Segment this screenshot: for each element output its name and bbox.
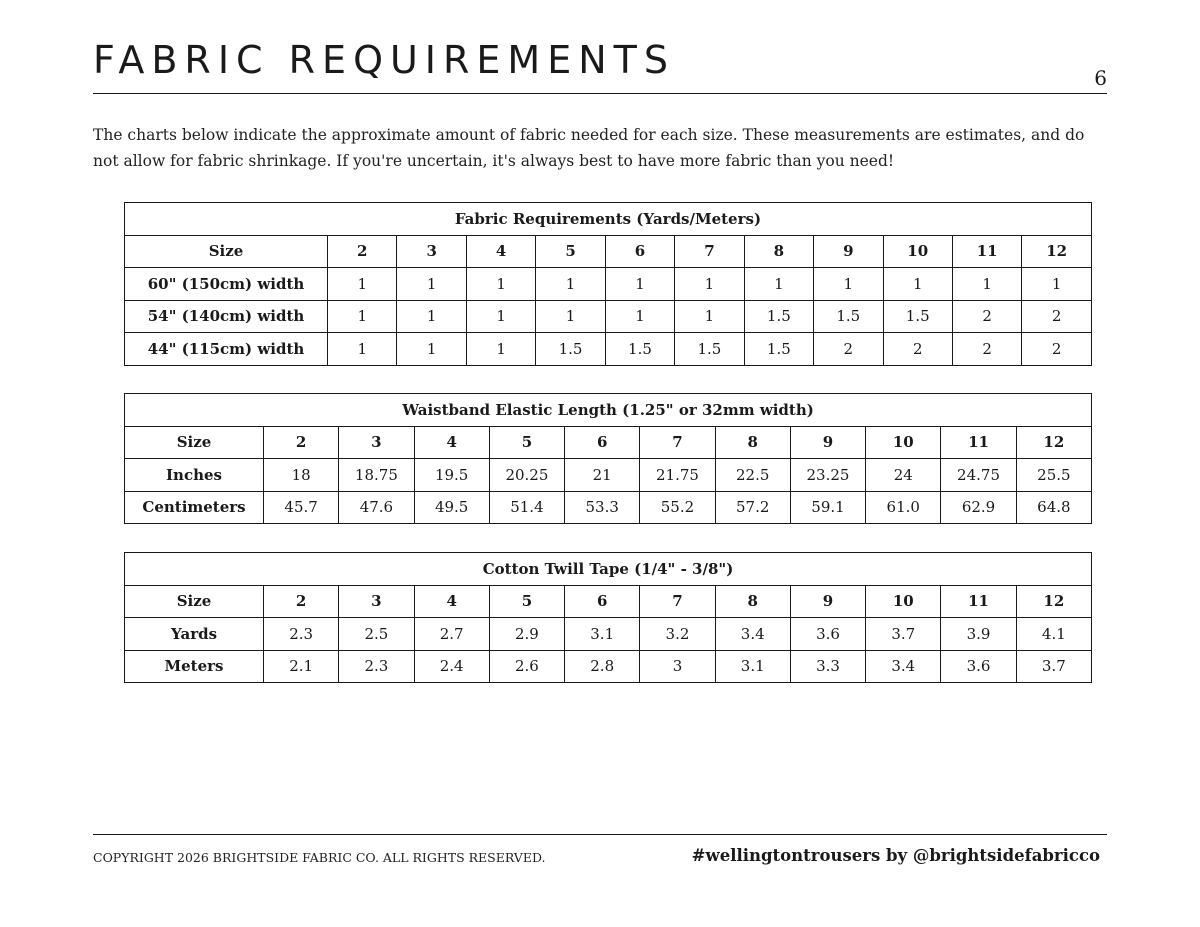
size-header-cell: 3 bbox=[339, 426, 414, 459]
value-cell: 2 bbox=[1022, 333, 1092, 366]
value-cell: 1.5 bbox=[883, 300, 952, 333]
size-header-row bbox=[125, 235, 1092, 268]
value-cell: 3.9 bbox=[941, 618, 1016, 651]
value-cell: 45.7 bbox=[264, 491, 339, 524]
value-cell: 2 bbox=[952, 300, 1021, 333]
value-cell: 3.4 bbox=[866, 650, 941, 683]
table-row bbox=[125, 300, 1092, 333]
fabric-requirements-table bbox=[124, 202, 1092, 366]
value-cell: 19.5 bbox=[414, 459, 489, 492]
value-cell: 59.1 bbox=[790, 491, 865, 524]
value-cell: 24 bbox=[866, 459, 941, 492]
value-cell: 18 bbox=[264, 459, 339, 492]
value-cell: 23.25 bbox=[790, 459, 865, 492]
size-header-cell: 10 bbox=[883, 235, 952, 268]
size-header-cell: 12 bbox=[1016, 426, 1091, 459]
size-header-cell: 2 bbox=[264, 426, 339, 459]
row-label: 54" (140cm) width bbox=[125, 300, 328, 333]
row-label: 44" (115cm) width bbox=[125, 333, 328, 366]
value-cell: 25.5 bbox=[1016, 459, 1091, 492]
table-row bbox=[125, 268, 1092, 301]
value-cell: 61.0 bbox=[866, 491, 941, 524]
value-cell: 1 bbox=[536, 268, 605, 301]
value-cell: 2.3 bbox=[339, 650, 414, 683]
title-divider bbox=[93, 93, 1107, 94]
size-header-cell: 10 bbox=[866, 585, 941, 618]
value-cell: 57.2 bbox=[715, 491, 790, 524]
value-cell: 2.8 bbox=[565, 650, 640, 683]
value-cell: 1.5 bbox=[744, 300, 813, 333]
value-cell: 2.1 bbox=[264, 650, 339, 683]
row-label: Yards bbox=[125, 618, 264, 651]
value-cell: 51.4 bbox=[489, 491, 564, 524]
row-label: Centimeters bbox=[125, 491, 264, 524]
value-cell: 3.3 bbox=[790, 650, 865, 683]
value-cell: 1 bbox=[605, 268, 674, 301]
value-cell: 1.5 bbox=[605, 333, 674, 366]
size-header-cell: 10 bbox=[866, 426, 941, 459]
size-header-cell: 3 bbox=[397, 235, 466, 268]
value-cell: 3.1 bbox=[565, 618, 640, 651]
size-header-cell: 11 bbox=[941, 426, 1016, 459]
value-cell: 1 bbox=[883, 268, 952, 301]
cotton-twill-tape-table bbox=[124, 552, 1092, 683]
value-cell: 1 bbox=[397, 333, 466, 366]
size-header-cell: 9 bbox=[790, 585, 865, 618]
table-row bbox=[125, 491, 1092, 524]
size-header-cell: 7 bbox=[675, 235, 744, 268]
size-header-cell: 11 bbox=[941, 585, 1016, 618]
value-cell: 3.1 bbox=[715, 650, 790, 683]
size-header-cell: 7 bbox=[640, 426, 715, 459]
value-cell: 24.75 bbox=[941, 459, 1016, 492]
value-cell: 3.6 bbox=[790, 618, 865, 651]
value-cell: 1 bbox=[675, 268, 744, 301]
social-hashtag: #wellingtontrousers by @brightsidefabricco bbox=[691, 846, 1100, 865]
table-title: Waistband Elastic Length (1.25" or 32mm width) bbox=[125, 394, 1092, 427]
waistband-elastic-table bbox=[124, 393, 1092, 524]
value-cell: 1 bbox=[328, 300, 397, 333]
size-header-cell: 4 bbox=[414, 426, 489, 459]
size-header-cell: 8 bbox=[715, 585, 790, 618]
size-header-cell: 5 bbox=[536, 235, 605, 268]
value-cell: 1 bbox=[675, 300, 744, 333]
value-cell: 3.7 bbox=[1016, 650, 1091, 683]
value-cell: 1 bbox=[605, 300, 674, 333]
size-header-cell: 8 bbox=[715, 426, 790, 459]
value-cell: 1 bbox=[466, 268, 535, 301]
value-cell: 1.5 bbox=[744, 333, 813, 366]
value-cell: 21 bbox=[565, 459, 640, 492]
value-cell: 1.5 bbox=[536, 333, 605, 366]
size-header-row bbox=[125, 426, 1092, 459]
value-cell: 2 bbox=[883, 333, 952, 366]
size-header-cell: 2 bbox=[328, 235, 397, 268]
value-cell: 20.25 bbox=[489, 459, 564, 492]
table-title-row bbox=[125, 394, 1092, 427]
value-cell: 1 bbox=[328, 268, 397, 301]
size-header-cell: 12 bbox=[1016, 585, 1091, 618]
size-header-row bbox=[125, 585, 1092, 618]
value-cell: 4.1 bbox=[1016, 618, 1091, 651]
size-header-cell: 6 bbox=[565, 426, 640, 459]
value-cell: 3.7 bbox=[866, 618, 941, 651]
value-cell: 47.6 bbox=[339, 491, 414, 524]
value-cell: 1 bbox=[744, 268, 813, 301]
row-label: Inches bbox=[125, 459, 264, 492]
footer-divider bbox=[93, 834, 1107, 835]
value-cell: 2 bbox=[952, 333, 1021, 366]
value-cell: 55.2 bbox=[640, 491, 715, 524]
size-header-cell: 4 bbox=[466, 235, 535, 268]
size-header-cell: 9 bbox=[814, 235, 883, 268]
value-cell: 1.5 bbox=[814, 300, 883, 333]
value-cell: 3.4 bbox=[715, 618, 790, 651]
row-label: Meters bbox=[125, 650, 264, 683]
value-cell: 1 bbox=[466, 333, 535, 366]
size-header-cell: 5 bbox=[489, 426, 564, 459]
value-cell: 1 bbox=[397, 300, 466, 333]
value-cell: 22.5 bbox=[715, 459, 790, 492]
size-column-header: Size bbox=[125, 585, 264, 618]
size-column-header: Size bbox=[125, 235, 328, 268]
value-cell: 18.75 bbox=[339, 459, 414, 492]
intro-paragraph: The charts below indicate the approximate amount of fabric needed for each size. These measurements are estimates, and do not allow for fabric shrinkage. If you're uncertain, it's always best to have more fabric than you need! bbox=[93, 126, 1085, 170]
value-cell: 2.4 bbox=[414, 650, 489, 683]
size-header-cell: 7 bbox=[640, 585, 715, 618]
value-cell: 21.75 bbox=[640, 459, 715, 492]
value-cell: 1 bbox=[952, 268, 1021, 301]
table-title: Fabric Requirements (Yards/Meters) bbox=[125, 203, 1092, 236]
size-header-cell: 3 bbox=[339, 585, 414, 618]
value-cell: 62.9 bbox=[941, 491, 1016, 524]
value-cell: 2.3 bbox=[264, 618, 339, 651]
table-title: Cotton Twill Tape (1/4" - 3/8") bbox=[125, 553, 1092, 586]
table-row bbox=[125, 618, 1092, 651]
value-cell: 2.6 bbox=[489, 650, 564, 683]
table-row bbox=[125, 650, 1092, 683]
size-header-cell: 4 bbox=[414, 585, 489, 618]
value-cell: 3.2 bbox=[640, 618, 715, 651]
size-header-cell: 6 bbox=[565, 585, 640, 618]
value-cell: 1 bbox=[397, 268, 466, 301]
row-label: 60" (150cm) width bbox=[125, 268, 328, 301]
value-cell: 1.5 bbox=[675, 333, 744, 366]
table-title-row bbox=[125, 553, 1092, 586]
page-title: FABRIC REQUIREMENTS bbox=[93, 38, 675, 82]
size-header-cell: 12 bbox=[1022, 235, 1092, 268]
value-cell: 2 bbox=[1022, 300, 1092, 333]
value-cell: 2.9 bbox=[489, 618, 564, 651]
value-cell: 53.3 bbox=[565, 491, 640, 524]
size-header-cell: 5 bbox=[489, 585, 564, 618]
value-cell: 64.8 bbox=[1016, 491, 1091, 524]
table-title-row bbox=[125, 203, 1092, 236]
value-cell: 2.7 bbox=[414, 618, 489, 651]
value-cell: 1 bbox=[466, 300, 535, 333]
size-header-cell: 11 bbox=[952, 235, 1021, 268]
size-header-cell: 2 bbox=[264, 585, 339, 618]
value-cell: 49.5 bbox=[414, 491, 489, 524]
value-cell: 1 bbox=[1022, 268, 1092, 301]
value-cell: 1 bbox=[328, 333, 397, 366]
value-cell: 3.6 bbox=[941, 650, 1016, 683]
size-header-cell: 9 bbox=[790, 426, 865, 459]
size-column-header: Size bbox=[125, 426, 264, 459]
value-cell: 2 bbox=[814, 333, 883, 366]
value-cell: 3 bbox=[640, 650, 715, 683]
page-number: 6 bbox=[1094, 66, 1107, 90]
value-cell: 1 bbox=[536, 300, 605, 333]
copyright-notice: COPYRIGHT 2026 BRIGHTSIDE FABRIC CO. ALL RIGHTS RESERVED. bbox=[93, 850, 546, 865]
table-row bbox=[125, 333, 1092, 366]
table-row bbox=[125, 459, 1092, 492]
value-cell: 2.5 bbox=[339, 618, 414, 651]
value-cell: 1 bbox=[814, 268, 883, 301]
size-header-cell: 6 bbox=[605, 235, 674, 268]
size-header-cell: 8 bbox=[744, 235, 813, 268]
